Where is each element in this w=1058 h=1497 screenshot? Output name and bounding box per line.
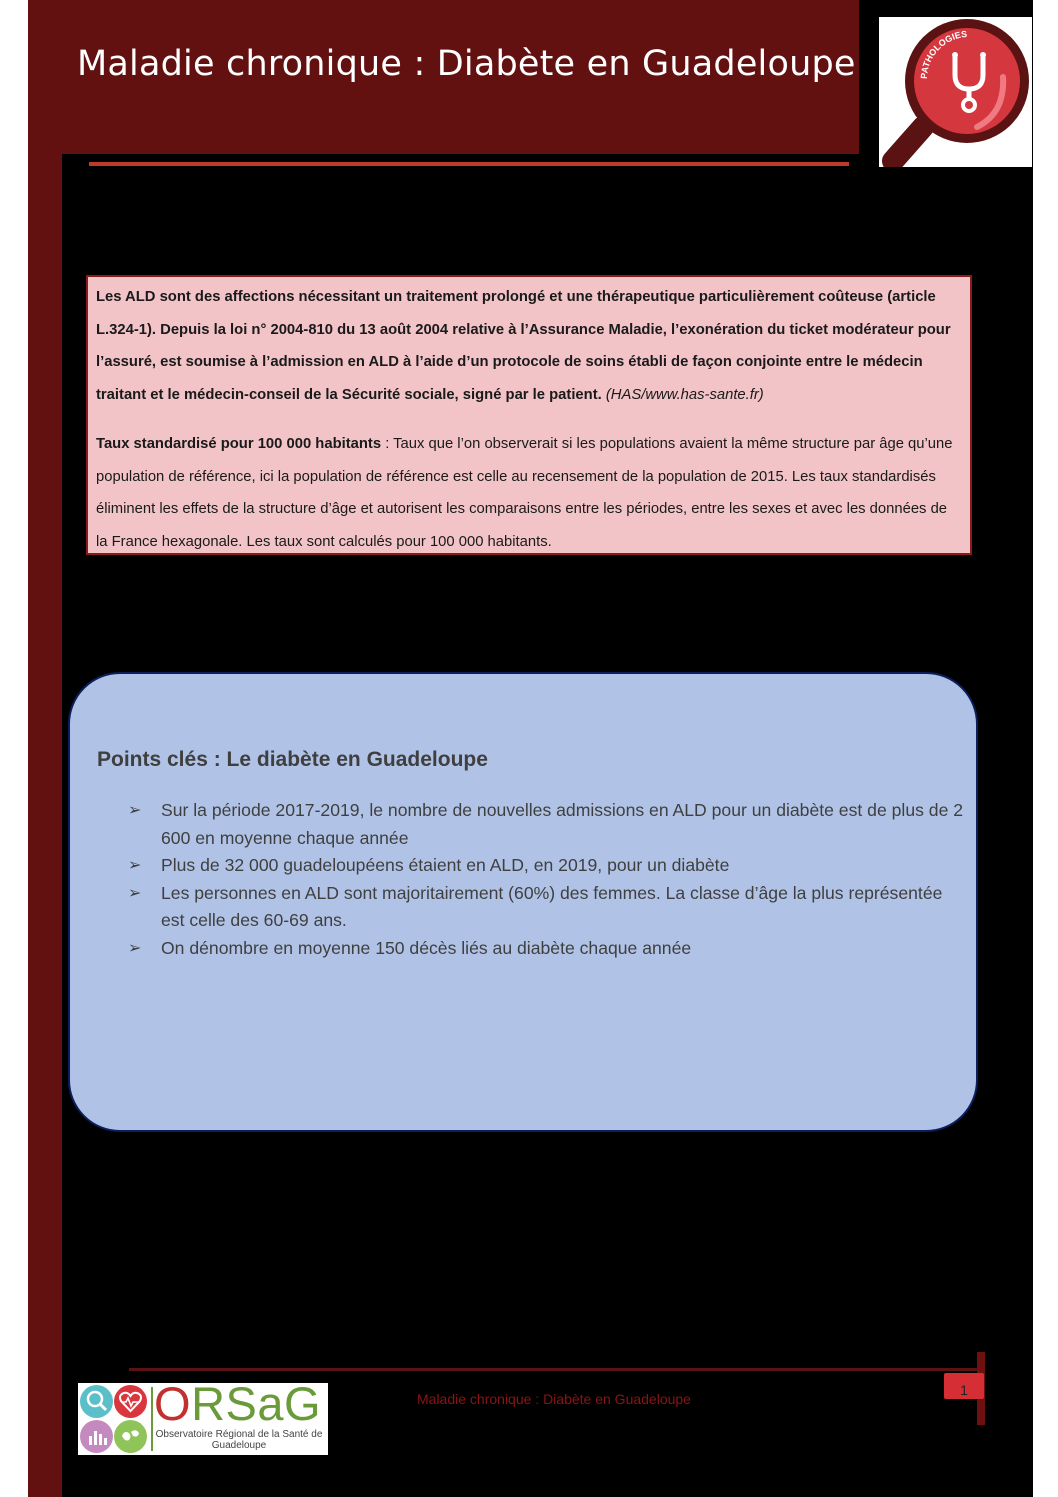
taux-definition [96,428,962,558]
footer-divider [129,1368,979,1371]
orsag-logo [78,1377,328,1455]
taux-term: Taux standardisé pour 100 000 habitants [96,436,382,452]
list-item [128,797,968,852]
map-icon [114,1420,147,1453]
definitions-box [86,275,972,555]
list-item-text: On dénombre en moyenne 150 décès liés au diabète chaque année [161,937,692,958]
header-divider [89,162,849,166]
list-item-text: Les personnes en ALD sont majoritairement (60%) des femmes. La classe d’âge la plus représentée est celle des 60-69 ans. [161,882,943,930]
pathologies-logo [879,17,1032,167]
list-item-text: Sur la période 2017-2019, le nombre de nouvelles admissions en ALD pour un diabète est de plus de 2 600 en moyenne chaque année [161,800,964,848]
key-points-list [128,797,968,962]
page-title: Maladie chronique : Diabète en Guadeloupe [77,44,856,84]
badge-label: PATHOLOGIES [918,28,968,80]
arrow-bullet-icon: ➢ [128,939,142,957]
list-item [128,935,968,963]
footer-caption: Maladie chronique : Diabète en Guadeloupe [417,1391,691,1407]
ald-source: (HAS/www.has-sante.fr) [605,386,764,403]
list-item [128,880,968,935]
arrow-bullet-icon: ➢ [128,802,142,819]
key-points-title: Points clés : Le diabète en Guadeloupe [97,748,488,771]
key-points-box [68,672,978,1132]
taux-definition-text: : Taux que l’on observerait si les populations avaient la même structure par âge qu’une population de référence, ici la population de référence est celle au recensement de la population de 2015. Les taux standardisés éliminent les effets de la structure d’âge et autorisent les comparaisons entre les périodes, entre les sexes et avec les données de la France hexagonale. Les taux sont calculés pour 100 000 habitants. [96,436,953,550]
left-margin-strip [28,0,62,1497]
ald-definition-text: Les ALD sont des affections nécessitant un traitement prolongé et une thérapeutique particulièrement coûteuse (article L.324-1). Depuis la loi n° 2004-810 du 13 août 2004 relative à l’Assurance Maladie, l’exonération du ticket modérateur pour l’assuré, est soumise à l’admission en ALD à l’aide d’un protocole de soins établi de façon conjointe entre le médecin traitant et le médecin-conseil de la Sécurité sociale, signé par le patient. [96,289,951,403]
heartbeat-icon [114,1385,147,1418]
stethoscope-magnifier-icon [879,17,1032,167]
search-icon [80,1385,113,1418]
ald-definition [96,281,962,411]
list-item-text: Plus de 32 000 guadeloupéens étaient en ALD, en 2019, pour un diabète [161,855,730,875]
bar-chart-icon [80,1420,113,1453]
list-item [128,852,968,880]
orsag-subtitle: Observatoire Régional de la Santé de Guadeloupe [155,1429,323,1451]
orsag-wordmark: ORSaG [154,1377,322,1430]
arrow-bullet-icon: ➢ [128,857,142,874]
logo-divider [151,1387,153,1451]
page-number: 1 [944,1373,984,1399]
arrow-bullet-icon: ➢ [128,884,142,902]
